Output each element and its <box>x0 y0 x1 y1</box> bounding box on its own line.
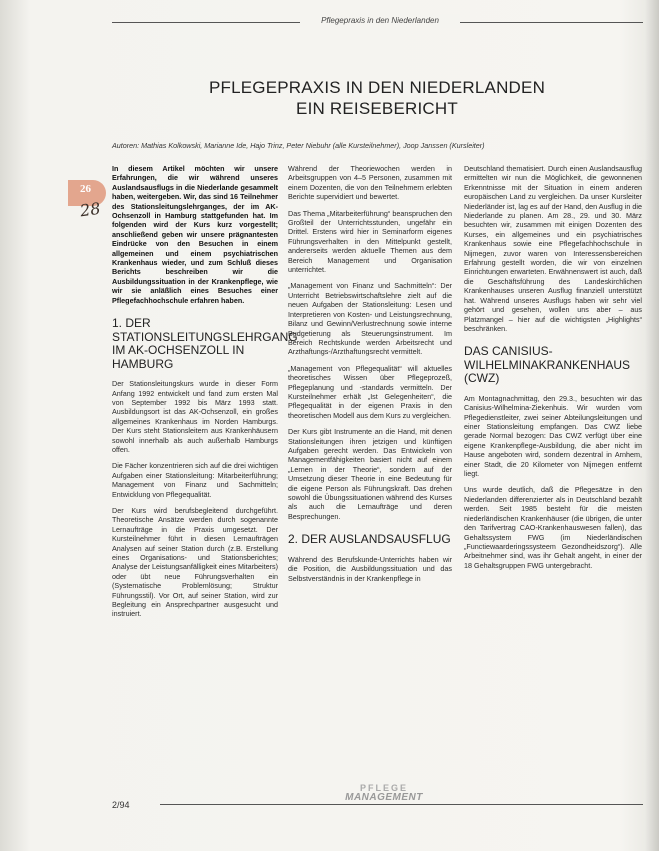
body-paragraph: Während des Berufskunde-Unterrichts haben wir die Position, die Ausbildungssituation und das Selbstverständnis in der Krankenpflege in <box>288 554 452 583</box>
body-paragraph: Uns wurde deutlich, daß die Pflegesätze in den Niederlanden differenzierter als in Deutschland bezahlt werden. Seit 1985 besteht für die meisten niederländischen Krankenhäuser (die übrigen, die unter den Tarifvertrag CAO-Krankenhauswesen fallen), das Gehaltssystem FWG (im Niederländischen „Functiewaarderingssysteem Gezondheidszorg“). Alle Arbeitnehmer sind, was ihr Gehalt angeht, in einer der 18 Gehaltsgruppen FWG untergebracht. <box>464 485 642 570</box>
section-2-heading: 2. DER AUSLANDSAUSFLUG <box>288 532 451 547</box>
page-edge-shadow <box>645 0 659 851</box>
running-header: Pflegepraxis in den Niederlanden <box>300 14 460 28</box>
body-paragraph: Deutschland thematisiert. Durch einen Auslandsausflug ermittelten wir nun die Möglichkeit, die gewonnenen Erkenntnisse mit der Situation in einem anderen europäischen Land zu vergleichen. Da unser Kursleiter Niederländer ist, lag es auf der Hand, den Ausflug in die Niederlande zu planen. Am 28., 29. und 30. März besuchten wir, zusammen mit einigen Dozenten des Kurses, ein allgemeines und ein psychiatrisches Krankenhaus sowie eine Pflegefachhochschule in Nijmegen, zuvor waren von Interessensbereichen Erfahrung gestellt worden, die wir von einzelnen Einrichtungen erwarteten. Erwähnenswert ist auch, daß die Geschäftsführung des Landeskirchlichen Krankenhauses unseren Ausflug finanziell unterstützt hat. Während unseres Ausflugs haben wir sehr viel gehört und gesehen, wollen uns aber – aus Platzmangel – hier auf die wichtigsten „Highlights“ beschränken. <box>464 164 642 333</box>
section-3-heading: DAS CANISIUS-WILHELMINAKRANKENHAUS (CWZ) <box>464 344 631 386</box>
article-title-line-2: EIN REISEBERICHT <box>296 99 458 118</box>
body-paragraph: Am Montagnachmittag, den 29.3., besuchten wir das Canisius-Wilhelmina-Ziekenhuis. Wir wurden vom Pflegedienstleiter, zwei seiner Abteilungsleitungen und einer Stationsleitung empfangen. Das CWZ liebe gerade Normal bezogen: Das CWZ verfügt über eine eigene Krankenpflege-Ausbildung, die aber nicht im Hause angeboten wird, sondern dezentral in Arnhem, einer Stadt, die 20 Kilometer von Nijmegen entfernt liegt. <box>464 393 642 479</box>
section-1-heading: 1. DER STATIONSLEITUNGSLEHRGANG IM AK-OCHSENZOLL IN HAMBURG <box>112 316 298 371</box>
column-1 <box>112 164 298 626</box>
body-paragraph: Der Kurs gibt Instrumente an die Hand, mit denen Stationsleitungen ihren jetzigen und künftigen Aufgaben gerecht werden. Das Entwickeln von Managementfähigkeiten basiert nicht auf einem „Lernen in der Theorie“, sondern auf der Umsetzung dieser Theorie in eine Bedeutung für die eigene Person als Führungskraft. Das drehen sowohl die Übungssituationen während des Kurses als auch die Lernaufträge und deren Besprechungen. <box>288 427 452 521</box>
handwritten-note: 28 <box>78 198 102 221</box>
article-title-line-1: PFLEGEPRAXIS IN DEN NIEDERLANDEN <box>208 78 546 97</box>
body-paragraph: „Management von Pflegequalität“ will aktuelles theoretisches Wissen über Pflegeprozeß, Pflegeplanung und -standards vermitteln. Der Kursteilnehmer erhält „Ist Gelegenheiten“, die Pflegequalität in der eigenen Praxis in den theoretischen Modell aus dem Kurs zu vergleichen. <box>288 363 452 420</box>
body-paragraph: Die Fächer konzentrieren sich auf die drei wichtigen Aufgaben einer Stationsleitung: Mitarbeiterführung; Management von Finanz und Sachmitteln; Entwicklung von Pflegequalität. <box>112 461 278 499</box>
author-line: Autoren: Mathias Kolkowski, Marianne Ide, Hajo Trinz, Peter Niebuhr (alle Kursteilnehmer), Joop Janssen (Kursleiter) <box>112 141 485 150</box>
footer-rule <box>160 804 643 805</box>
body-paragraph: Der Stationsleitungskurs wurde in dieser Form Anfang 1992 entwickelt und fand zum ersten Mal von September 1992 bis März 1993 statt. Ausbildungsort ist das AK-Ochsenzoll, ein großes allgemeines Krankenhaus im Norden Hamburgs. Der Kurs steht Stationsleitern aus Krankenhäusern sowohl innerhalb als auch außerhalb Hamburgs offen. <box>112 379 278 454</box>
body-paragraph: Der Kurs wird berufsbegleitend durchgeführt. Theoretische Ansätze werden durch sogenannte Lernaufträge in die Praxis umgesetzt. Der Kursteilnehmer führt in diesen Lernaufträgen Analysen auf seiner Station durch (z.B. Erstellung eines Organisations- und Stationsberichtes; Analyse der Leistungsanfälligkeit eines Mitarbeiters) oder übt neue Führungsverhalten ein (Systematische Problemlösung; Struktur Führungsstil). Vor Ort, auf seiner Station, wird zur Begleitung ein Ansprechpartner ausgesucht und instruiert. <box>112 505 278 619</box>
body-paragraph: Das Thema „Mitarbeiterführung“ beanspruchen den Großteil der Unterrichtsstunden, ungefähr ein Drittel. Erstens wird hier in Seminarform eigenes Führungsverhalten in den Mittelpunkt gestellt, andererseits werden aktuelle Themen aus dem Bereich Management und Organisation unterrichtet. <box>288 208 452 275</box>
body-paragraph: „Management von Finanz und Sachmitteln“: Der Unterricht Betriebswirtschaftslehre zielt auf die neuen Aufgaben der Stationsleitung: Lesen und Interpretieren von Kosten- und Leistungsrechnung, Bilanz und Gewinn/Verlustrechnung sowie interne Budgetierung als Steuerungsinstrument. Im Bereich Rechtskunde werden Arbeitsrecht und Arzthaftungs-/Arzthaftungsrecht vermittelt. <box>288 281 452 357</box>
column-3 <box>464 164 642 577</box>
page-tab-number: 26 <box>80 183 91 195</box>
magazine-logo <box>330 784 438 802</box>
logo-bottom-text: MANAGEMENT <box>345 792 423 803</box>
body-paragraph: Während der Theoriewochen werden in Arbeitsgruppen von 4–5 Personen, zusammen mit einem Dozenten, die von den Teilnehmern erlebten Berichte supervidiert und bewertet. <box>288 164 452 202</box>
column-2 <box>288 164 452 590</box>
intro-paragraph: In diesem Artikel möchten wir unsere Erfahrungen, die wir während unseres Auslandsausflugs in die Niederlande gesammelt haben, weitergeben. Wir, das sind 16 Teilnehmer des Stationsleitungslehrganges, der im AK-Ochsenzoll in Hamburg stattgefunden hat. Im folgenden wird der Kurs kurz vorgestellt; anschließend geben wir unsere prägnantesten Eindrücke von den Besuchen in einem allgemeinen und einem psychiatrischen Krankenhaus wieder, und zum Schluß dieses Berichts beschreiben wir die Ausbildungssituation in der Krankenpflege, wie wir sie anläßlich eines Besuches einer Pflegefachhochschule erfahren haben. <box>112 164 278 305</box>
issue-number: 2/94 <box>112 800 130 810</box>
logo-top-text: PFLEGE <box>359 783 408 793</box>
